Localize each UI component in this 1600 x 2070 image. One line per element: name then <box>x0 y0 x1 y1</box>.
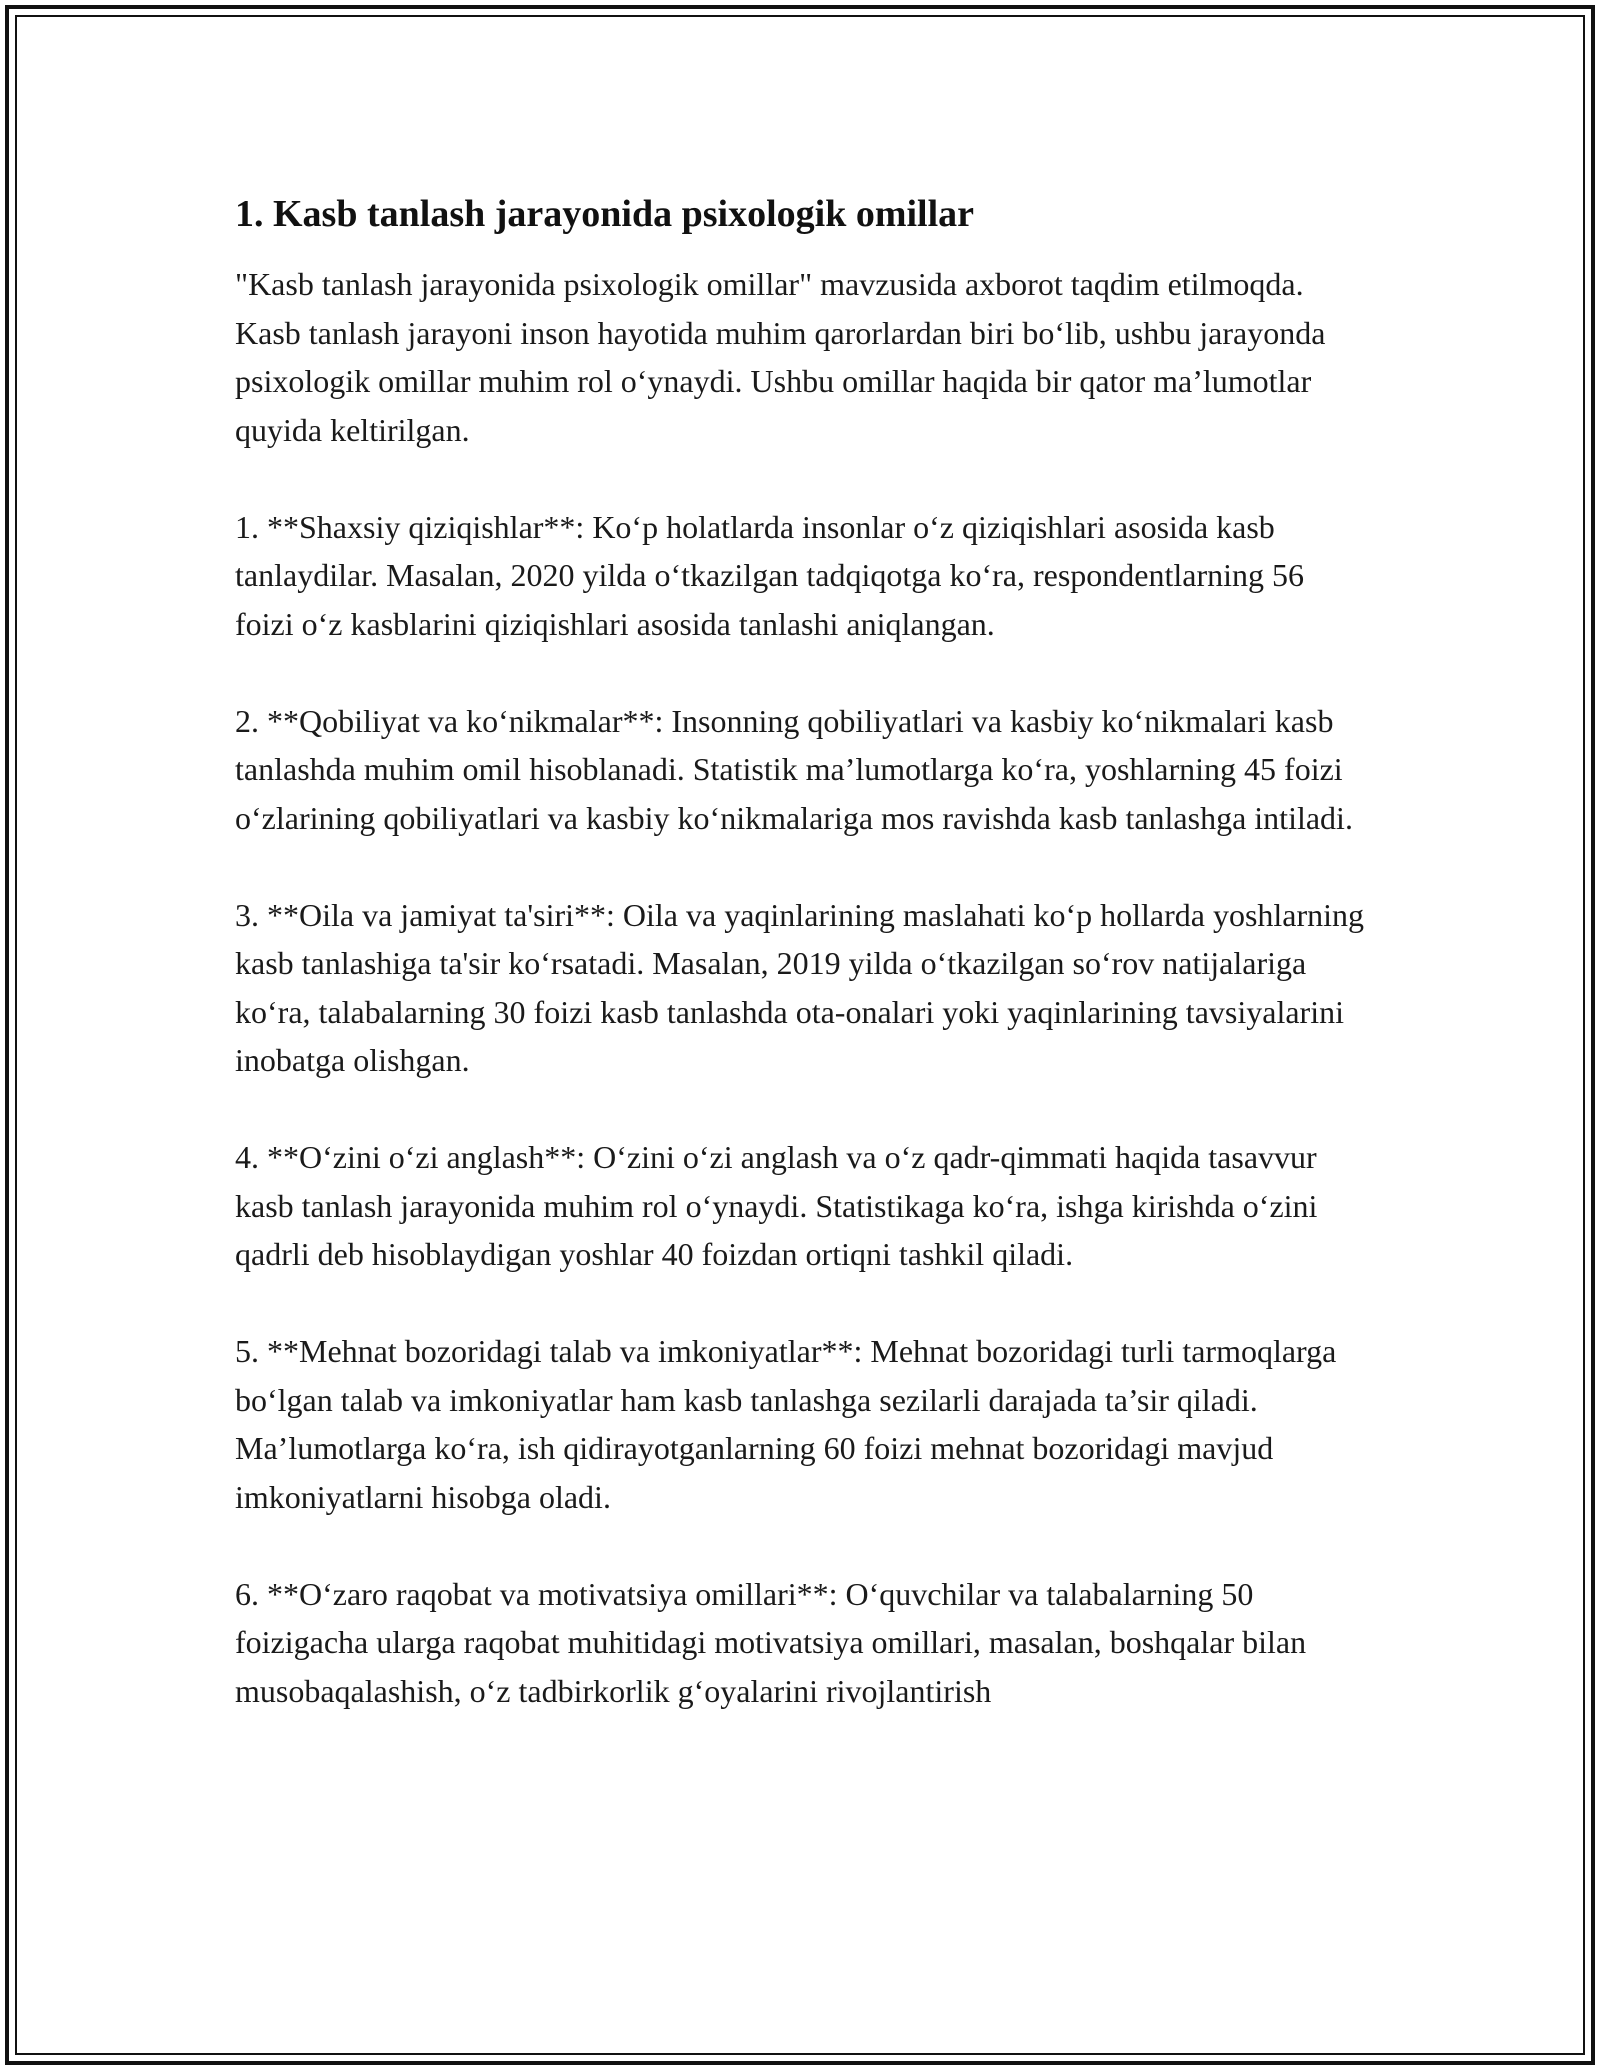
list-item-mehnat-bozori: 5. **Mehnat bozoridagi talab va imkoniyatlar**: Mehnat bozoridagi turli tarmoqlarga bo‘lgan talab va imkoniyatlar ham kasb tanlashga sezilarli darajada ta’sir qiladi. Ma’lumotlarga ko‘ra, ish qidirayotganlarning 60 foizi mehnat bozoridagi mavjud imkoniyatlarni hisobga oladi. <box>235 1333 1337 1515</box>
list-item-raqobat-motivatsiya: 6. **O‘zaro raqobat va motivatsiya omillari**: O‘quvchilar va talabalarning 50 foizigacha ularga raqobat muhitidagi motivatsiya omillari, masalan, boshqalar bilan musobaqalashish, o‘z tadbirkorlik g‘oyalarini rivojlantirish <box>235 1575 1307 1709</box>
list-item-qobiliyat: 2. **Qobiliyat va ko‘nikmalar**: Insonning qobiliyatlari va kasbiy ko‘nikmalari kasb tanlashda muhim omil hisoblanadi. Statistik ma’lumotlarga ko‘ra, yoshlarning 45 foizi o‘zlarining qobiliyatlari va kasbiy ko‘nikmalariga mos ravishda kasb tanlashga intiladi. <box>235 702 1353 836</box>
list-item-shaxsiy-qiziqishlar: 1. **Shaxsiy qiziqishlar**: Ko‘p holatlarda insonlar o‘z qiziqishlari asosida kasb tanlaydilar. Masalan, 2020 yilda o‘tkazilgan tadqiqotga ko‘ra, respondentlarning 56 foizi o‘z kasblarini qiziqishlari asosida tanlashi aniqlangan. <box>235 508 1305 642</box>
list-item-oila-jamiyat: 3. **Oila va jamiyat ta'siri**: Oila va yaqinlarining maslahati ko‘p hollarda yoshlarning kasb tanlashiga ta'sir ko‘rsatadi. Masalan, 2019 yilda o‘tkazilgan so‘rov natijalariga ko‘ra, talabalarning 30 foizi kasb tanlashda ota-onalari yoki yaqinlarining tavsiyalarini inobatga olishgan. <box>235 896 1365 1078</box>
document-body <box>235 186 1370 1715</box>
intro-paragraph: "Kasb tanlash jarayonida psixologik omillar" mavzusida axborot taqdim etilmoqda. Kasb tanlash jarayoni inson hayotida muhim qarorlardan biri bo‘lib, ushbu jarayonda psixologik omillar muhim rol o‘ynaydi. Ushbu omillar haqida bir qator ma’lumotlar quyida keltirilgan. <box>235 266 1326 448</box>
page-title: 1. Kasb tanlash jarayonida psixologik omillar <box>235 193 975 235</box>
list-item-ozini-anglash: 4. **O‘zini o‘zi anglash**: O‘zini o‘zi anglash va o‘z qadr-qimmati haqida tasavvur kasb tanlash jarayonida muhim rol o‘ynaydi. Statistikaga ko‘ra, ishga kirishda o‘zini qadrli deb hisoblaydigan yoshlar 40 foizdan ortiqni tashkil qiladi. <box>235 1139 1318 1272</box>
